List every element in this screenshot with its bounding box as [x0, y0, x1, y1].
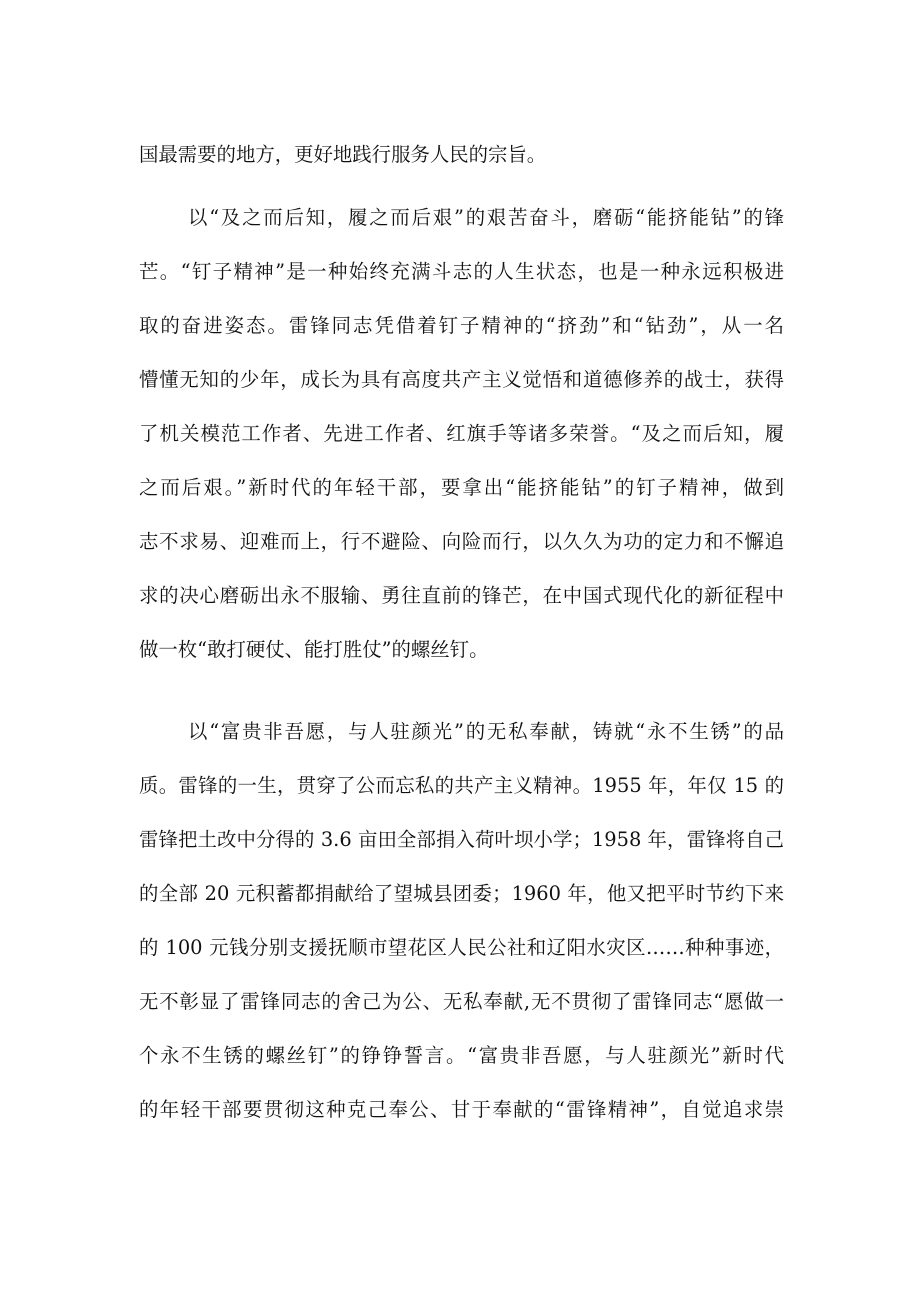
- paragraph-2-line-3: 雷锋把土改中分得的 3.6 亩田全部捐入荷叶坝小学；1958 年，雷锋将自己: [139, 828, 784, 851]
- paragraph-1-line-6: 之而后艰。”新时代的年轻干部，要拿出“能挤能钻”的钉子精神，做到: [139, 476, 784, 499]
- paragraph-1-line-4: 懵懂无知的少年，成长为具有高度共产主义觉悟和道德修养的战士，获得: [139, 368, 784, 391]
- paragraph-2-line-4: 的全部 20 元积蓄都捐献给了望城县团委；1960 年，他又把平时节约下来: [139, 882, 784, 905]
- paragraph-2-line-8: 的年轻干部要贯彻这种克己奉公、甘于奉献的“雷锋精神”，自觉追求崇: [139, 1098, 784, 1121]
- paragraph-1-line-1: 以“及之而后知，履之而后艰”的艰苦奋斗，磨砺“能挤能钻”的锋: [188, 206, 784, 229]
- paragraph-1-line-9: 做一枚“敢打硬仗、能打胜仗”的螺丝钉。: [139, 638, 489, 661]
- paragraph-2-line-7: 个永不生锈的螺丝钉”的铮铮誓言。“富贵非吾愿，与人驻颜光”新时代: [139, 1044, 784, 1067]
- paragraph-1-line-3: 取的奋进姿态。雷锋同志凭借着钉子精神的“挤劲”和“钻劲”，从一名: [139, 314, 784, 337]
- paragraph-1-line-7: 志不求易、迎难而上，行不避险、向险而行，以久久为功的定力和不懈追: [139, 530, 784, 553]
- paragraph-2-line-5: 的 100 元钱分别支援抚顺市望花区人民公社和辽阳水灾区……种种事迹，: [139, 936, 784, 959]
- paragraph-1-line-8: 求的决心磨砺出永不服输、勇往直前的锋芒，在中国式现代化的新征程中: [139, 584, 784, 607]
- paragraph-2-line-1: 以“富贵非吾愿，与人驻颜光”的无私奉献，铸就“永不生锈”的品: [188, 720, 784, 743]
- paragraph-1-line-2: 芒。“钉子精神”是一种始终充满斗志的人生状态，也是一种永远积极进: [139, 260, 784, 283]
- paragraph-2-line-6: 无不彰显了雷锋同志的舍己为公、无私奉献,无不贯彻了雷锋同志“愿做一: [139, 990, 784, 1013]
- paragraph-1-line-5: 了机关模范工作者、先进工作者、红旗手等诸多荣誉。“及之而后知，履: [139, 422, 784, 445]
- paragraph-0-line-1: 国最需要的地方，更好地践行服务人民的宗旨。: [139, 143, 547, 166]
- paragraph-2-line-2: 质。雷锋的一生，贯穿了公而忘私的共产主义精神。1955 年，年仅 15 的: [139, 774, 784, 797]
